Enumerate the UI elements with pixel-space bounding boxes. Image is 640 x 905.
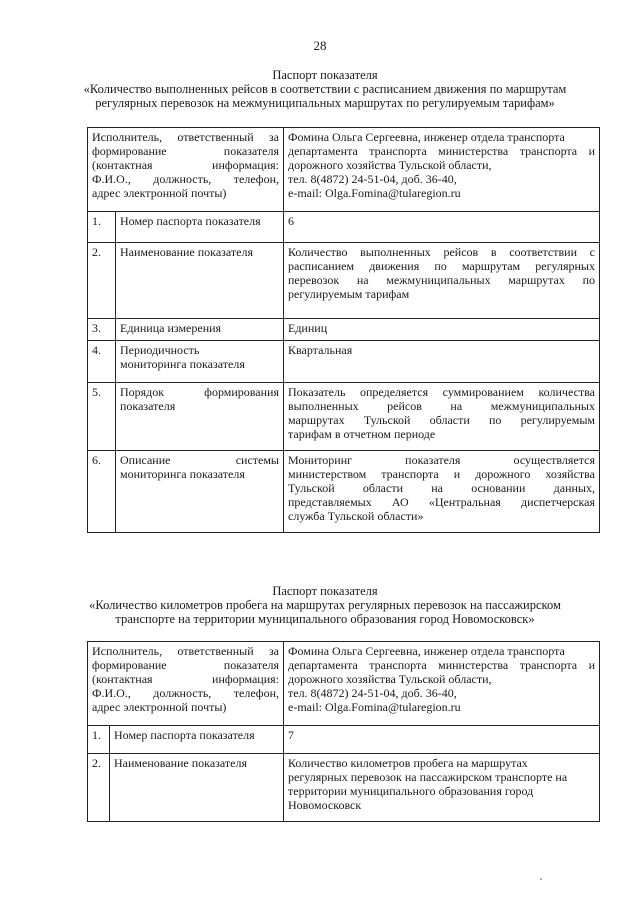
text-line: Порядок формирования bbox=[120, 385, 279, 399]
text-line: Номер паспорта показателя bbox=[114, 728, 255, 742]
text-line: Номер паспорта показателя bbox=[120, 214, 261, 228]
row-value bbox=[284, 451, 600, 533]
text-line: Новомосковск bbox=[288, 798, 362, 812]
passport-1-title-line: регулярных перевозок на межмуниципальных маршрутах по регулируемым тарифам» bbox=[95, 96, 555, 110]
row-number: 4. bbox=[88, 341, 116, 383]
text-line: Мониторинг показателя осуществляется bbox=[288, 453, 595, 467]
row-value bbox=[284, 383, 600, 451]
text-line: служба Тульской области» bbox=[288, 509, 424, 523]
row-value bbox=[284, 341, 600, 383]
text-line: мониторинга показателя bbox=[120, 357, 245, 371]
row-number: 1. bbox=[88, 726, 110, 754]
row-value bbox=[284, 212, 600, 243]
table-row bbox=[88, 341, 600, 383]
scan-dot bbox=[540, 878, 542, 880]
executor-row bbox=[88, 642, 600, 726]
passport-2-title-line: транспорте на территории муниципального образования город Новомосковск» bbox=[115, 612, 535, 626]
table-row bbox=[88, 319, 600, 341]
text-line: регулируемым тарифам bbox=[288, 287, 410, 301]
text-line: Исполнитель, ответственный за bbox=[92, 130, 279, 144]
row-number: 2. bbox=[88, 754, 110, 822]
text-line: (контактная информация: bbox=[92, 672, 279, 686]
text-line: территории муниципального образования город bbox=[288, 784, 534, 798]
row-number: 1. bbox=[88, 212, 116, 243]
table-row bbox=[88, 243, 600, 319]
row-value bbox=[284, 726, 600, 754]
row-number: 5. bbox=[88, 383, 116, 451]
text-line: выполненных рейсов на межмуниципальных bbox=[288, 399, 595, 413]
text-line: Количество километров пробега на маршрутах bbox=[288, 756, 528, 770]
text-line: формирование показателя bbox=[92, 658, 279, 672]
passport-2-heading: Паспорт показателя bbox=[272, 584, 378, 598]
passport-1-title-line: «Количество выполненных рейсов в соответствии с расписанием движения по маршрутам bbox=[83, 82, 567, 96]
text-line: Фомина Ольга Сергеевна, инженер отдела транспорта bbox=[288, 644, 565, 658]
passport-2-title bbox=[60, 584, 590, 626]
text-line: e-mail: Olga.Fomina@tularegion.ru bbox=[288, 700, 461, 714]
text-line: Ф.И.О., должность, телефон, bbox=[92, 172, 279, 186]
text-line: Исполнитель, ответственный за bbox=[92, 644, 279, 658]
text-line: тел. 8(4872) 24-51-04, доб. 36-40, bbox=[288, 686, 457, 700]
text-line: адрес электронной почты) bbox=[92, 186, 227, 200]
text-line: e-mail: Olga.Fomina@tularegion.ru bbox=[288, 186, 461, 200]
text-line: Показатель определяется суммированием количества bbox=[288, 385, 595, 399]
text-line: Ф.И.О., должность, телефон, bbox=[92, 686, 279, 700]
text-line: Фомина Ольга Сергеевна, инженер отдела транспорта bbox=[288, 130, 565, 144]
passport-2-table bbox=[87, 641, 600, 822]
text-line: тарифам в отчетном периоде bbox=[288, 427, 436, 441]
text-line: расписанием движения по маршрутам регулярных bbox=[288, 259, 595, 273]
text-line: 6 bbox=[288, 214, 294, 228]
text-line: Единиц bbox=[288, 321, 328, 335]
passport-2-title-line: «Количество километров пробега на маршрутах регулярных перевозок на пассажирском bbox=[89, 598, 561, 612]
row-number: 2. bbox=[88, 243, 116, 319]
text-line: представляемых АО «Центральная диспетчерская bbox=[288, 495, 595, 509]
text-line: регулярных перевозок на пассажирском транспорте на bbox=[288, 770, 568, 784]
row-value bbox=[284, 754, 600, 822]
executor-value bbox=[284, 128, 600, 212]
executor-label bbox=[88, 642, 284, 726]
text-line: показателя bbox=[120, 399, 176, 413]
row-label bbox=[116, 243, 284, 319]
table-row bbox=[88, 451, 600, 533]
row-value bbox=[284, 243, 600, 319]
executor-label bbox=[88, 128, 284, 212]
table-row bbox=[88, 383, 600, 451]
row-label bbox=[110, 726, 284, 754]
text-line: Наименование показателя bbox=[120, 245, 253, 259]
executor-value bbox=[284, 642, 600, 726]
text-line: Наименование показателя bbox=[114, 756, 247, 770]
row-label bbox=[116, 212, 284, 243]
text-line: формирование показателя bbox=[92, 144, 279, 158]
text-line: Единица измерения bbox=[120, 321, 222, 335]
text-line: Описание системы bbox=[120, 453, 279, 467]
row-label bbox=[116, 341, 284, 383]
text-line: дорожного хозяйства Тульской области, bbox=[288, 158, 492, 172]
row-label bbox=[116, 383, 284, 451]
row-label bbox=[116, 451, 284, 533]
passport-1-heading: Паспорт показателя bbox=[272, 68, 378, 82]
table-row bbox=[88, 726, 600, 754]
row-label bbox=[116, 319, 284, 341]
text-line: Количество выполненных рейсов в соответствии с bbox=[288, 245, 595, 259]
text-line: Квартальная bbox=[288, 343, 353, 357]
text-line: (контактная информация: bbox=[92, 158, 279, 172]
row-label bbox=[110, 754, 284, 822]
table-row bbox=[88, 212, 600, 243]
text-line: перевозок на межмуниципальных маршрутах по bbox=[288, 273, 595, 287]
executor-row bbox=[88, 128, 600, 212]
passport-1-title bbox=[60, 68, 590, 110]
text-line: Периодичность bbox=[120, 343, 200, 357]
text-line: департамента транспорта министерства транспорта и bbox=[288, 144, 595, 158]
text-line: дорожного хозяйства Тульской области, bbox=[288, 672, 492, 686]
text-line: маршрутах Тульской области по регулируемым bbox=[288, 413, 595, 427]
table-row bbox=[88, 754, 600, 822]
row-value bbox=[284, 319, 600, 341]
text-line: министерством транспорта и дорожного хозяйства bbox=[288, 467, 595, 481]
text-line: адрес электронной почты) bbox=[92, 700, 227, 714]
text-line: тел. 8(4872) 24-51-04, доб. 36-40, bbox=[288, 172, 457, 186]
text-line: департамента транспорта министерства транспорта и bbox=[288, 658, 595, 672]
text-line: мониторинга показателя bbox=[120, 467, 245, 481]
row-number: 6. bbox=[88, 451, 116, 533]
passport-1-table bbox=[87, 127, 600, 533]
row-number: 3. bbox=[88, 319, 116, 341]
text-line: 7 bbox=[288, 728, 294, 742]
text-line: Тульской области на основании данных, bbox=[288, 481, 595, 495]
page-number: 28 bbox=[313, 38, 327, 53]
